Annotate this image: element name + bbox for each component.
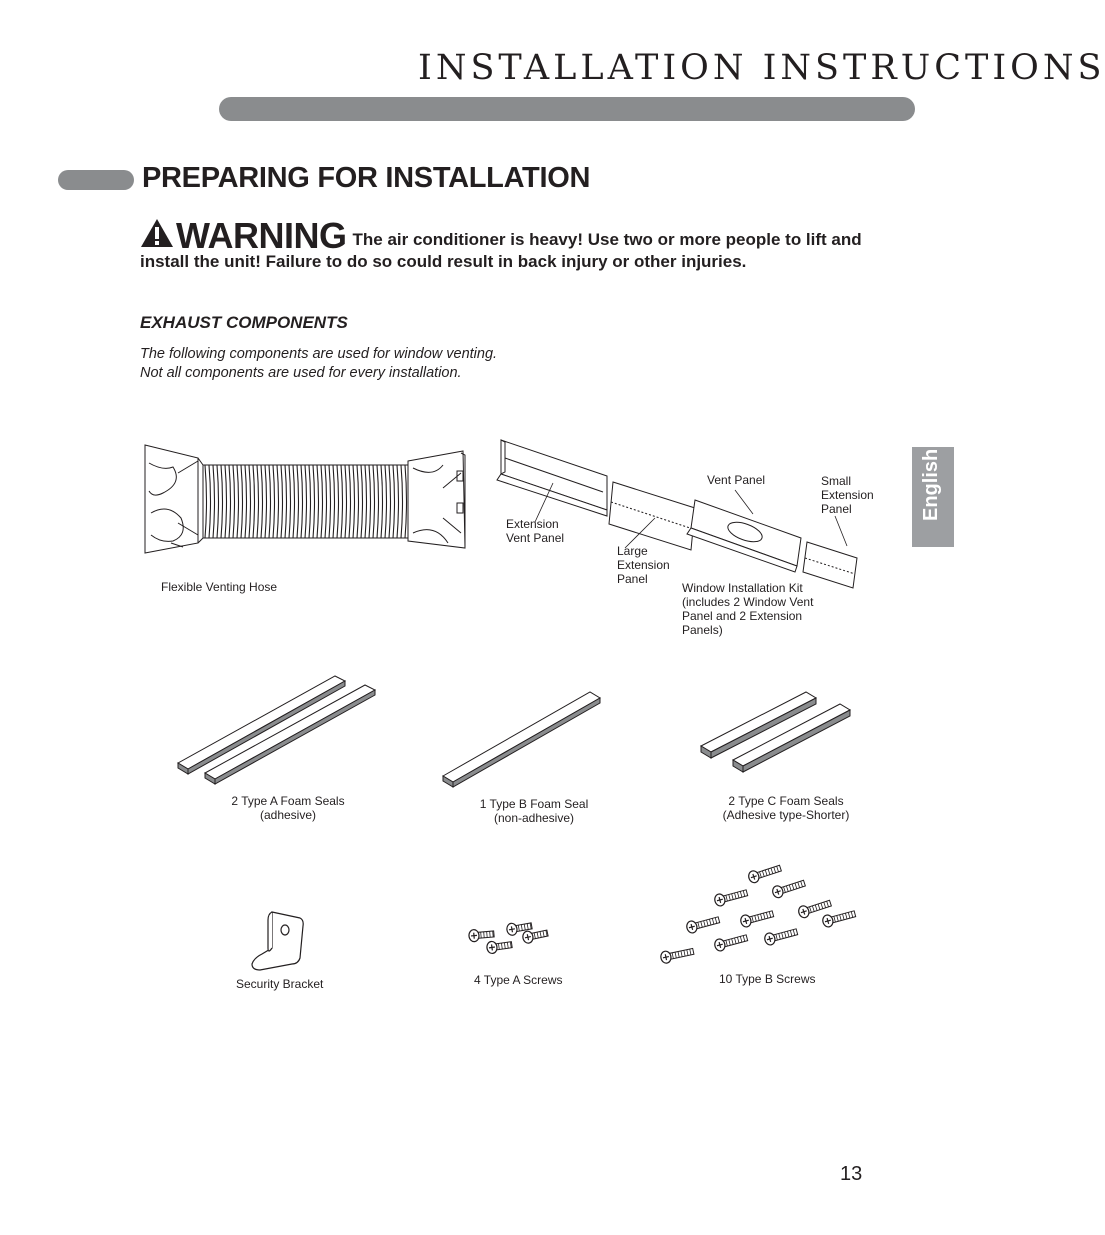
language-tab[interactable] bbox=[912, 447, 954, 547]
screw-type-b bbox=[763, 926, 798, 946]
exhaust-intro bbox=[140, 345, 497, 383]
section-title: PREPARING FOR INSTALLATION bbox=[142, 162, 591, 194]
type-c-foam-seals-illustration bbox=[698, 690, 858, 780]
warning-text: The air conditioner is heavy! Use two or more people to lift and install the unit! Failure to do so could result in back injury or other injuries. bbox=[140, 230, 862, 271]
screw-type-b bbox=[713, 932, 748, 952]
screw-type-a bbox=[468, 928, 494, 942]
vent-panel-label: Vent Panel bbox=[707, 473, 766, 487]
extension-vent-panel-label: Extension Vent Panel bbox=[506, 517, 565, 545]
header-divider-bar bbox=[219, 97, 915, 121]
screw-type-b bbox=[771, 877, 806, 899]
hose-label: Flexible Venting Hose bbox=[161, 580, 278, 594]
security-bracket-label: Security Bracket bbox=[236, 977, 324, 991]
intro-line: Not all components are used for every installation. bbox=[140, 365, 462, 381]
type-a-seals-label: 2 Type A Foam Seals (adhesive) bbox=[231, 794, 345, 822]
type-b-screws-label: 10 Type B Screws bbox=[719, 972, 816, 986]
type-b-foam-seal-illustration bbox=[440, 690, 610, 790]
screw-type-b bbox=[739, 908, 774, 928]
section-marker-pill bbox=[58, 170, 134, 190]
header-title: INSTALLATION INSTRUCTIONS bbox=[418, 48, 1105, 88]
screw-type-b bbox=[747, 862, 782, 884]
window-kit-label: Window Installation Kit (includes 2 Window Vent Panel and 2 Extension Panels) bbox=[682, 581, 814, 637]
screw-type-b bbox=[821, 908, 856, 928]
small-extension-panel-label: Small Extension Panel bbox=[821, 474, 874, 516]
screw-type-b bbox=[713, 887, 748, 907]
exhaust-components-heading: EXHAUST COMPONENTS bbox=[140, 313, 348, 332]
type-b-seal-label: 1 Type B Foam Seal (non-adhesive) bbox=[479, 797, 589, 825]
intro-line: The following components are used for window venting. bbox=[140, 346, 498, 362]
screw-type-b bbox=[685, 914, 720, 934]
warning-word: WARNING bbox=[176, 215, 347, 256]
screw-type-b bbox=[660, 945, 695, 964]
type-c-seals-label: 2 Type C Foam Seals (Adhesive type-Shorter) bbox=[722, 794, 850, 822]
type-a-foam-seals-illustration bbox=[175, 673, 385, 783]
page-number: 13 bbox=[840, 1163, 863, 1185]
warning-triangle-icon bbox=[140, 218, 174, 248]
flexible-venting-hose-illustration bbox=[143, 443, 473, 563]
type-b-screws-illustration bbox=[652, 858, 862, 973]
warning-block bbox=[140, 215, 885, 273]
type-a-screws-illustration bbox=[458, 918, 558, 968]
security-bracket-illustration bbox=[248, 908, 318, 973]
screw-type-a bbox=[486, 939, 512, 954]
type-a-screws-label: 4 Type A Screws bbox=[474, 973, 563, 987]
language-tab-label: English bbox=[920, 448, 942, 521]
large-extension-panel-label: Large Extension Panel bbox=[617, 544, 670, 586]
